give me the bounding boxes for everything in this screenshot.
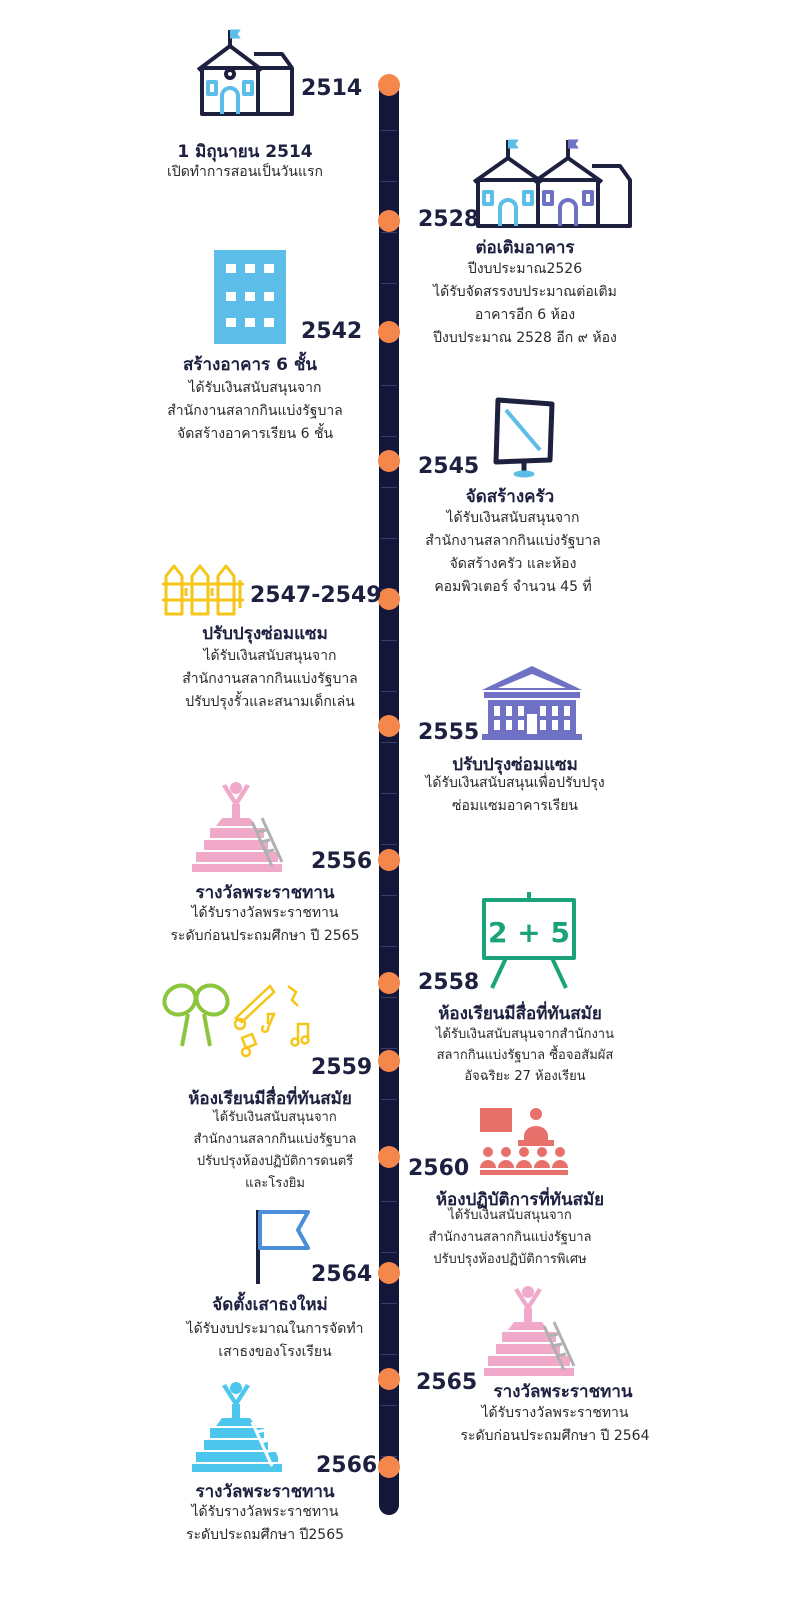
timeline-tick bbox=[381, 640, 397, 641]
timeline-dot bbox=[378, 74, 400, 96]
award-books-icon bbox=[484, 1282, 578, 1378]
timeline-dot bbox=[378, 1456, 400, 1478]
event-description: เปิดทำการสอนเป็นวันแรก bbox=[167, 164, 323, 180]
timeline-tick bbox=[381, 1099, 397, 1100]
event-description: ปีงบประมาณ2526 ได้รับจัดสรรงบประมาณต่อเติม อาคารอีก 6 ห้อง ปีงบประมาณ 2528 อีก ๙ ห้อง bbox=[433, 261, 617, 346]
tall-building-icon bbox=[214, 250, 286, 344]
timeline-tick bbox=[381, 385, 397, 386]
timeline-tick bbox=[381, 1048, 397, 1049]
timeline-tick bbox=[381, 946, 397, 947]
event-description: ได้รับงบประมาณในการจัดทำ เสาธงของโรงเรียน bbox=[186, 1321, 364, 1360]
music-sports-icon bbox=[160, 980, 320, 1062]
award-books-icon bbox=[192, 778, 286, 874]
event-description: ได้รับรางวัลพระราชทาน ระดับก่อนประถมศึกษา ปี 2564 bbox=[460, 1405, 650, 1444]
smart-board-icon bbox=[480, 890, 578, 992]
event-description: ได้รับเงินสนับสนุนจาก สำนักงานสลากกินแบ่งรัฐบาล ปรับปรุงรั้วและสนามเด็กเล่น bbox=[182, 648, 358, 710]
two-school-buildings-icon bbox=[470, 136, 632, 230]
event-title: จัดตั้งเสาธงใหม่ bbox=[212, 1295, 328, 1315]
event-description: ได้รับรางวัลพระราชทาน ระดับประถมศึกษา ปี2565 bbox=[185, 1504, 345, 1543]
flag-icon bbox=[254, 1208, 312, 1286]
event-description: ได้รับเงินสนับสนุนจากสำนักงาน สลากกินแบ่งรัฐบาล ซื้อจอสัมผัส อัจฉริยะ 27 ห้องเรียน bbox=[436, 1027, 614, 1084]
event-description: ได้รับเงินสนับสนุนเพื่อปรับปรุง ซ่อมแซมอาคารเรียน bbox=[425, 775, 605, 814]
svg-text:2 + 5: 2 + 5 bbox=[488, 916, 570, 949]
event-title: สร้างอาคาร 6 ชั้น bbox=[183, 355, 317, 375]
event-title: ปรับปรุงซ่อมแซม bbox=[452, 755, 578, 775]
timeline-tick bbox=[381, 742, 397, 743]
timeline-dot bbox=[378, 1050, 400, 1072]
event-title: ต่อเติมอาคาร bbox=[475, 238, 575, 258]
event-year: 2559 bbox=[311, 1055, 373, 1080]
timeline-dot bbox=[378, 972, 400, 994]
event-title: ปรับปรุงซ่อมแซม bbox=[202, 624, 328, 644]
event-year: 2514 bbox=[301, 76, 363, 101]
event-description: ได้รับรางวัลพระราชทาน ระดับก่อนประถมศึกษา ปี 2565 bbox=[170, 905, 360, 944]
event-year: 2556 bbox=[311, 849, 373, 874]
event-title: รางวัลพระราชทาน bbox=[195, 1482, 335, 1502]
timeline-tick bbox=[381, 487, 397, 488]
event-year: 2566 bbox=[316, 1453, 378, 1478]
timeline-tick bbox=[381, 130, 397, 131]
event-title: ห้องปฏิบัติการที่ทันสมัย bbox=[435, 1190, 605, 1210]
school-building-icon bbox=[192, 26, 294, 118]
event-title: 1 มิถุนายน 2514 bbox=[177, 142, 313, 162]
timeline-tick bbox=[381, 844, 397, 845]
event-year: 2528 bbox=[418, 207, 480, 232]
event-year: 2547-2549 bbox=[250, 583, 382, 608]
event-description: ได้รับเงินสนับสนุนจาก สำนักงานสลากกินแบ่งรัฐบาล จัดสร้างครัว และห้อง คอมพิวเตอร์ จำนวน 45 ที่ bbox=[425, 510, 601, 595]
event-year: 2558 bbox=[418, 970, 480, 995]
timeline-dot bbox=[378, 210, 400, 232]
event-title: รางวัลพระราชทาน bbox=[493, 1382, 633, 1402]
event-year: 2565 bbox=[416, 1370, 478, 1395]
timeline-tick bbox=[381, 232, 397, 233]
classical-building-icon bbox=[480, 664, 584, 742]
timeline-tick bbox=[381, 1405, 397, 1406]
timeline-tick bbox=[381, 1201, 397, 1202]
timeline-tick bbox=[381, 436, 397, 437]
event-description: ได้รับเงินสนับสนุนจาก สำนักงานสลากกินแบ่งรัฐบาล ปรับปรุงห้องปฏิบัติการพิเศษ bbox=[428, 1208, 592, 1267]
computer-monitor-icon bbox=[492, 396, 556, 478]
event-title: ห้องเรียนมีสื่อที่ทันสมัย bbox=[188, 1089, 352, 1109]
timeline-tick bbox=[381, 283, 397, 284]
timeline-dot bbox=[378, 450, 400, 472]
timeline-dot bbox=[378, 715, 400, 737]
timeline-dot bbox=[378, 849, 400, 871]
timeline-tick bbox=[381, 1303, 397, 1304]
event-title: จัดสร้างครัว bbox=[465, 487, 555, 507]
fence-icon bbox=[160, 560, 246, 616]
timeline-dot bbox=[378, 1368, 400, 1390]
event-year: 2542 bbox=[301, 319, 363, 344]
timeline-tick bbox=[381, 895, 397, 896]
event-title: รางวัลพระราชทาน bbox=[195, 883, 335, 903]
timeline-tick bbox=[381, 181, 397, 182]
award-books-icon bbox=[192, 1378, 286, 1474]
event-description: ได้รับเงินสนับสนุนจาก สำนักงานสลากกินแบ่งรัฐบาล จัดสร้างอาคารเรียน 6 ชั้น bbox=[167, 380, 343, 442]
timeline-dot bbox=[378, 321, 400, 343]
event-year: 2560 bbox=[408, 1156, 470, 1181]
event-year: 2545 bbox=[418, 454, 480, 479]
timeline-tick bbox=[381, 793, 397, 794]
event-year: 2555 bbox=[418, 720, 480, 745]
timeline-bar bbox=[379, 80, 399, 1515]
event-year: 2564 bbox=[311, 1262, 373, 1287]
timeline-tick bbox=[381, 997, 397, 998]
event-description: ได้รับเงินสนับสนุนจาก สำนักงานสลากกินแบ่งรัฐบาล ปรับปรุงห้องปฏิบัติการดนตรี และโรงยิม bbox=[193, 1110, 357, 1191]
timeline-tick bbox=[381, 538, 397, 539]
classroom-audience-icon bbox=[478, 1106, 568, 1176]
event-title: ห้องเรียนมีสื่อที่ทันสมัย bbox=[438, 1004, 602, 1024]
